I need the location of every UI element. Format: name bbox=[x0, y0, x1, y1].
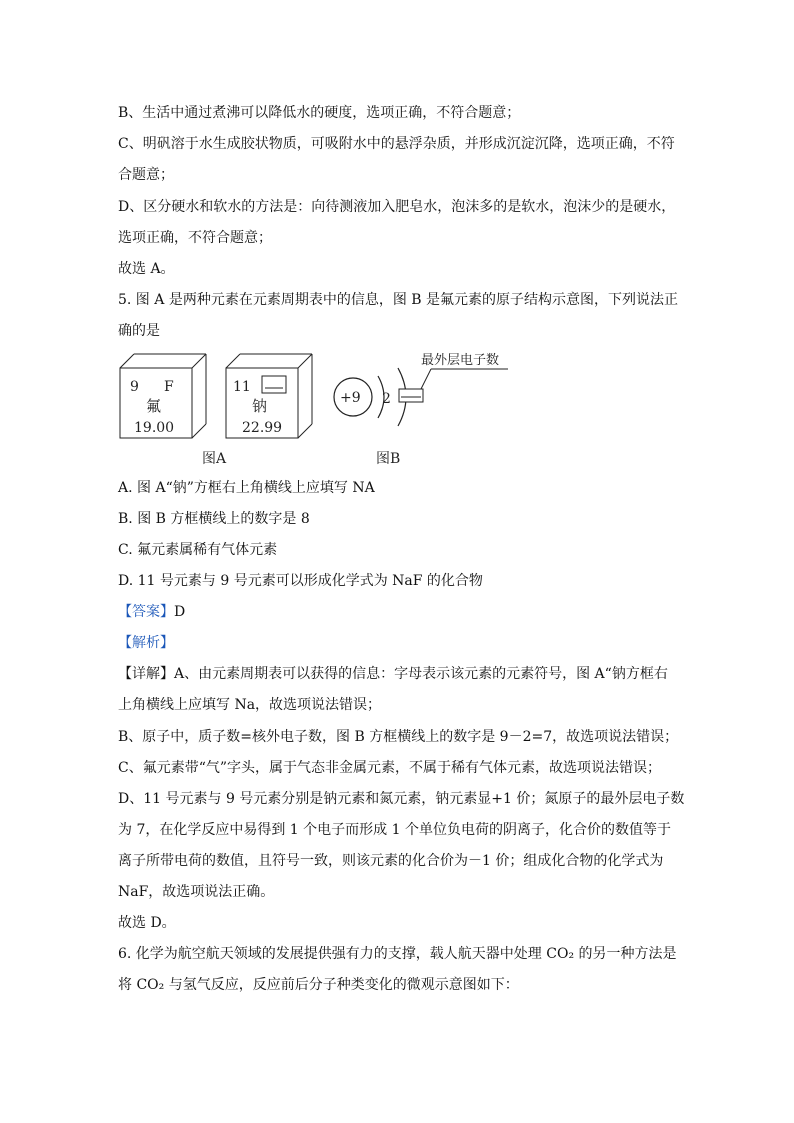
fluorine-mass: 19.00 bbox=[134, 420, 175, 436]
analysis-tag: 【解析】 bbox=[118, 635, 174, 651]
answer-value: D bbox=[174, 604, 186, 620]
question-5-stem: 5. 图 A 是两种元素在元素周期表中的信息，图 B 是氟元素的原子结构示意图，下列说法正 bbox=[118, 292, 679, 308]
detail-line: B、原子中，质子数=核外电子数，图 B 方框横线上的数字是 9－2=7，故选项说法错误； bbox=[118, 729, 679, 745]
question-5-stem: 确的是 bbox=[118, 323, 160, 339]
outer-shell-label: 最外层电子数 bbox=[421, 353, 500, 368]
option-c: C. 氟元素属稀有气体元素 bbox=[118, 542, 278, 558]
detail-line: NaF，故选项说法正确。 bbox=[118, 884, 275, 900]
detail-tag: 【详解】 bbox=[118, 666, 174, 682]
sodium-atomic-number: 11 bbox=[233, 379, 251, 395]
sodium-mass: 22.99 bbox=[242, 420, 283, 436]
fluorine-name: 氟 bbox=[146, 397, 162, 415]
sodium-symbol-blank bbox=[262, 376, 286, 393]
nucleus-charge: +9 bbox=[340, 390, 361, 406]
periodic-table-and-atom-diagram bbox=[118, 350, 538, 470]
detail-line: C、氟元素带“气”字头，属于气态非金属元素，不属于稀有气体元素，故选项说法错误； bbox=[118, 760, 662, 776]
text-line: 合题意； bbox=[118, 167, 174, 183]
question-6-stem: 将 CO₂ 与氢气反应，反应前后分子种类变化的微观示意图如下： bbox=[118, 977, 519, 993]
text-line: C、明矾溶于水生成胶状物质，可吸附水中的悬浮杂质，并形成沉淀沉降，选项正确，不符 bbox=[118, 136, 675, 152]
detail-line: 为 7，在化学反应中易得到 1 个电子而形成 1 个单位负电荷的阴离子，化合价的数值等于 bbox=[118, 822, 671, 838]
inner-shell-electrons: 2 bbox=[382, 391, 391, 407]
fluorine-atomic-number: 9 bbox=[130, 379, 139, 395]
fluorine-symbol: F bbox=[164, 379, 174, 395]
figure-b-caption: 图B bbox=[376, 451, 401, 467]
option-b: B. 图 B 方框横线上的数字是 8 bbox=[118, 511, 310, 527]
text-line: D、区分硬水和软水的方法是：向待测液加入肥皂水，泡沫多的是软水，泡沫少的是硬水， bbox=[118, 199, 676, 215]
outer-shell-blank bbox=[399, 389, 423, 402]
detail-line: 离子所带电荷的数值，且符号一致，则该元素的化合价为－1 价；组成化合物的化学式为 bbox=[118, 853, 664, 869]
figure-a-caption: 图A bbox=[202, 451, 227, 467]
option-a: A. 图 A“钠”方框右上角横线上应填写 NA bbox=[118, 480, 375, 496]
text-line: B、生活中通过煮沸可以降低水的硬度，选项正确，不符合题意； bbox=[118, 105, 521, 121]
sodium-name: 钠 bbox=[252, 397, 268, 415]
option-d: D. 11 号元素与 9 号元素可以形成化学式为 NaF 的化合物 bbox=[118, 573, 483, 589]
question-5-figure bbox=[118, 350, 538, 470]
text-line: 故选 A。 bbox=[118, 261, 175, 277]
detail-first-line bbox=[118, 664, 688, 684]
detail-text: A、由元素周期表可以获得的信息：字母表示该元素的元素符号，图 A“钠方框右 bbox=[174, 666, 668, 682]
analysis-line bbox=[118, 633, 688, 653]
detail-line: D、11 号元素与 9 号元素分别是钠元素和氮元素，钠元素显+1 价；氮原子的最外层电子数 bbox=[118, 791, 685, 807]
answer-tag: 【答案】 bbox=[118, 604, 174, 620]
detail-line: 上角横线上应填写 Na，故选项说法错误； bbox=[118, 697, 382, 713]
detail-line: 故选 D。 bbox=[118, 915, 176, 931]
text-line: 选项正确，不符合题意； bbox=[118, 230, 272, 246]
question-6-stem: 6. 化学为航空航天领域的发展提供强有力的支撑，载人航天器中处理 CO₂ 的另一种方法是 bbox=[118, 946, 677, 962]
answer-line bbox=[118, 602, 688, 622]
leader-line bbox=[421, 369, 431, 389]
